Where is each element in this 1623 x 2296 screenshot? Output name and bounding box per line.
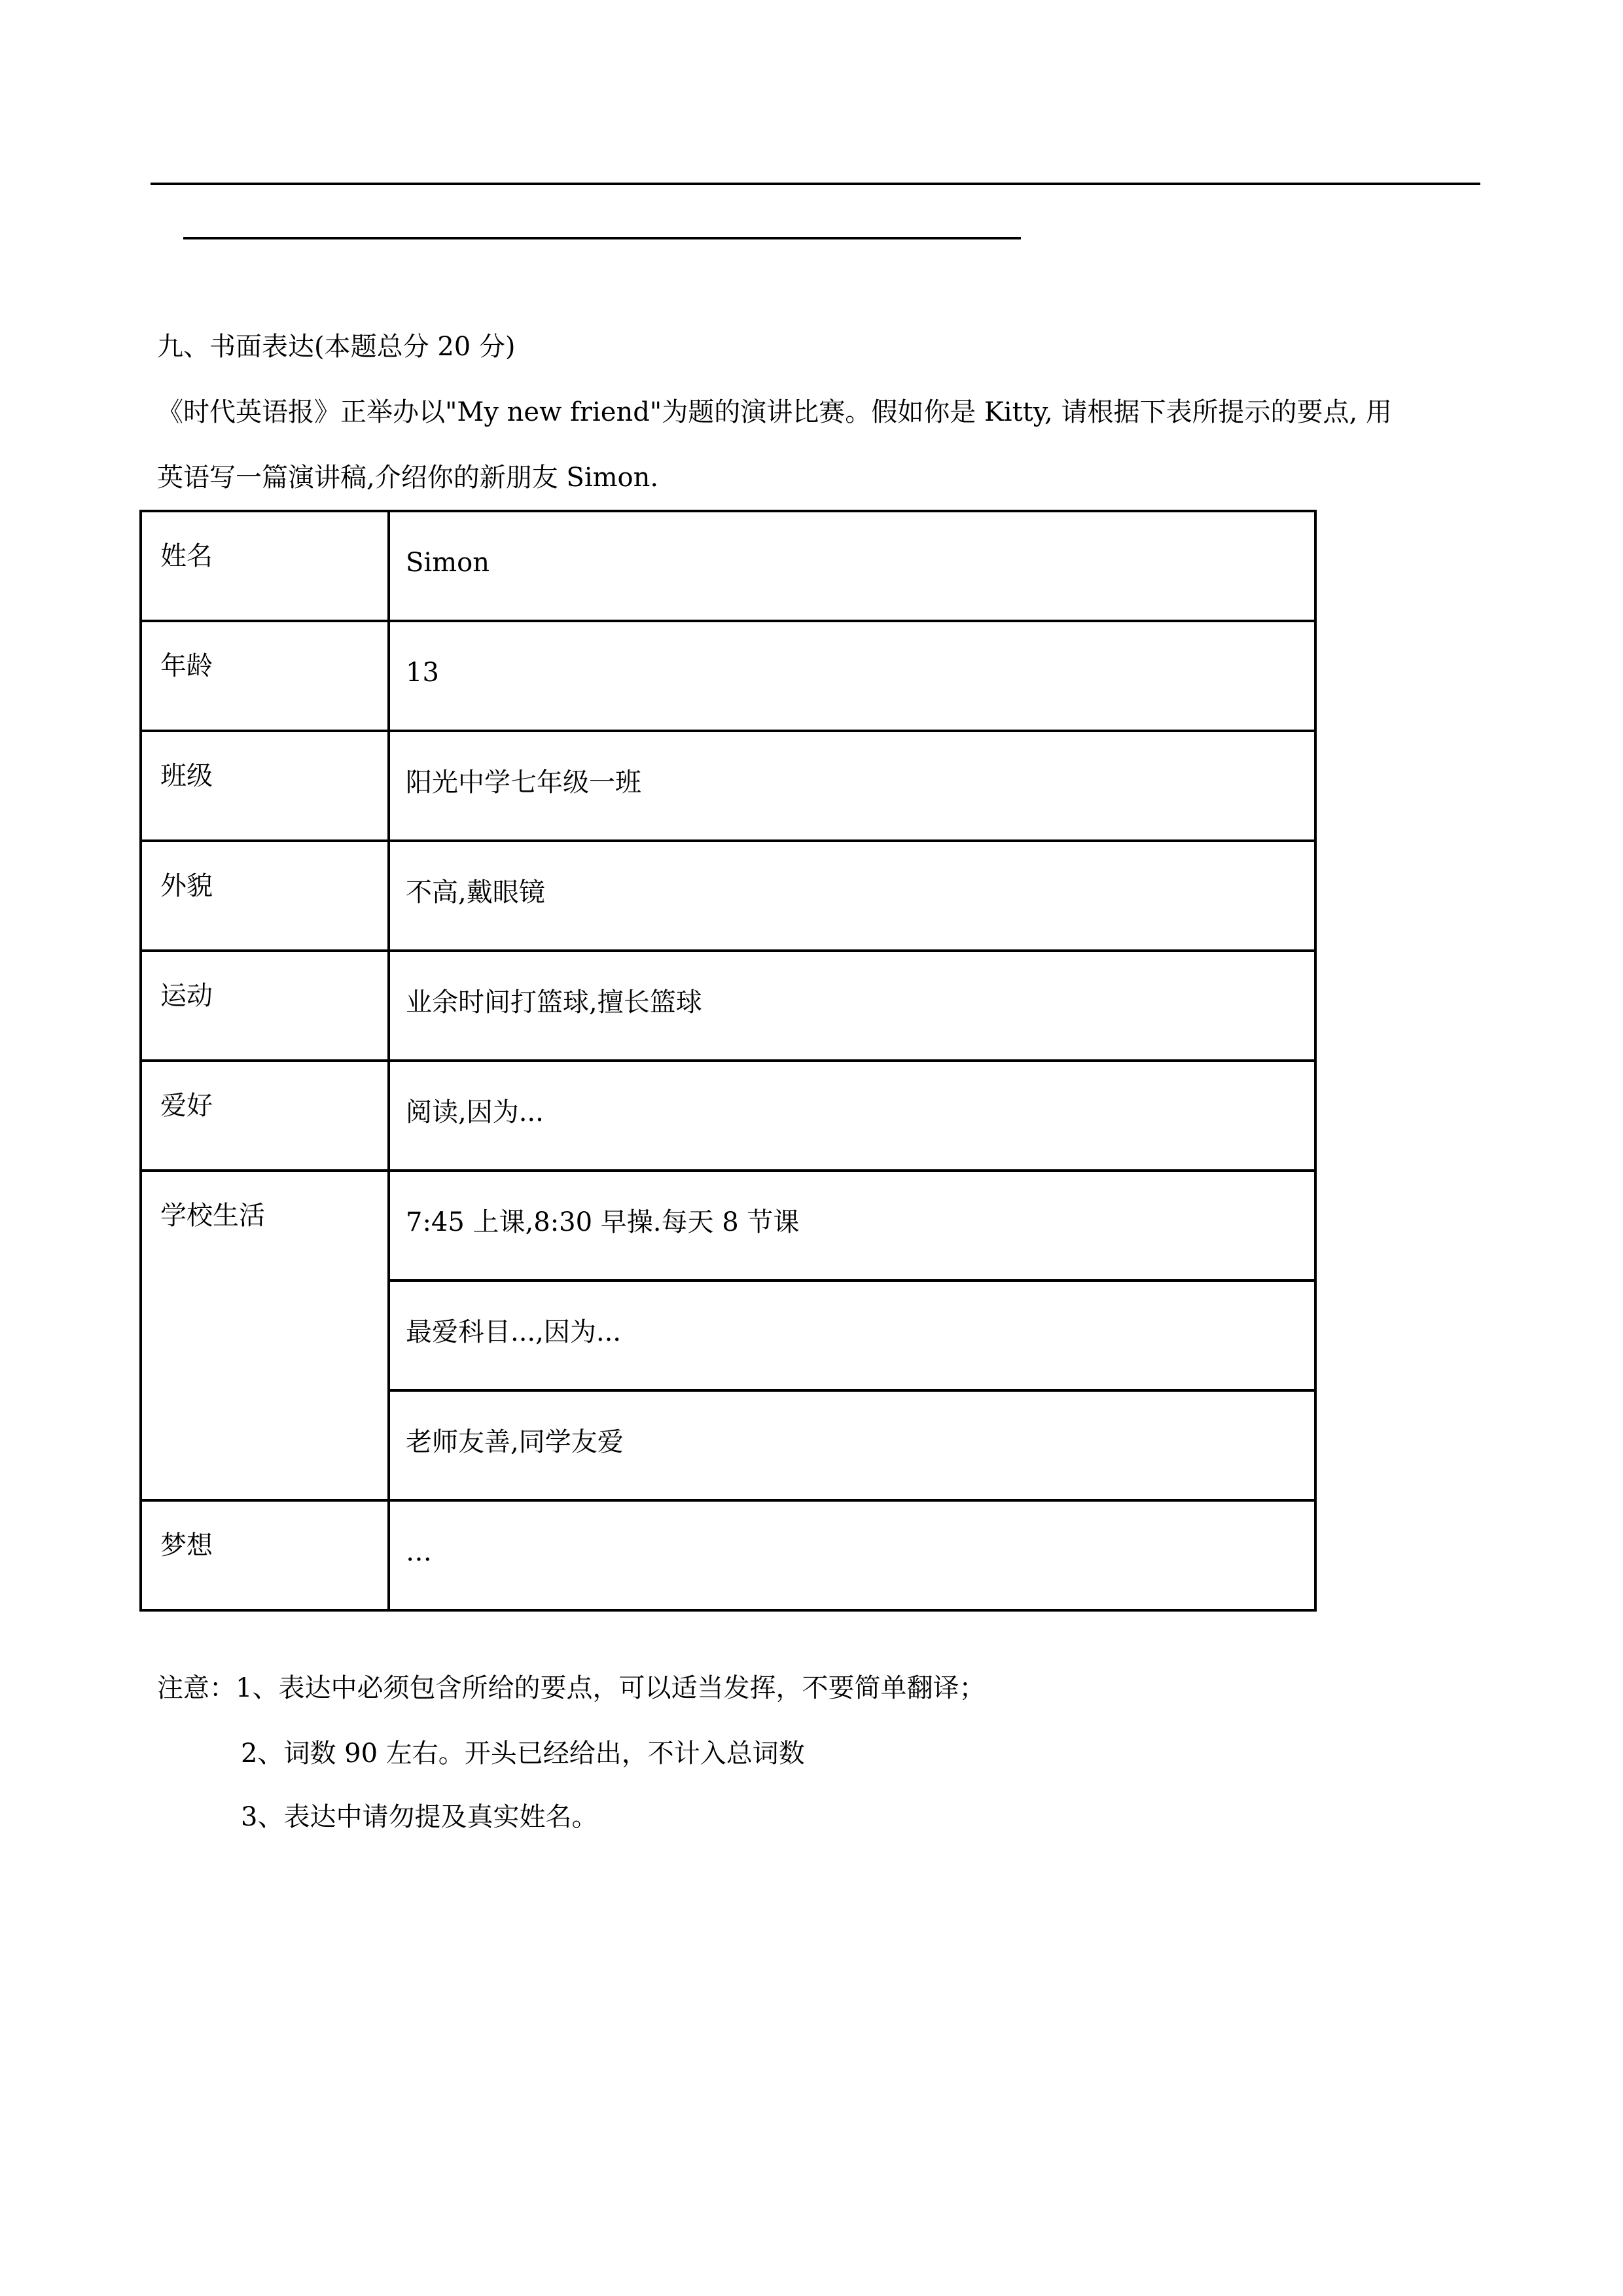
info-table: [139, 510, 1317, 1612]
school-life-item-subject: 最爱科目...,因为...: [389, 1280, 1315, 1390]
note-line-2: 2、词数 90 左右。开头已经给出，不计入总词数: [241, 1739, 805, 1769]
school-life-item-people: 老师友善,同学友爱: [389, 1390, 1315, 1500]
row-value-name: Simon: [389, 511, 1315, 621]
row-value-class: 阳光中学七年级一班: [389, 731, 1315, 841]
table-row: [141, 731, 1315, 841]
answer-line-full: [151, 183, 1480, 185]
row-label-appearance: 外貌: [141, 841, 389, 951]
table-row: [141, 621, 1315, 731]
school-life-item-schedule: 7:45 上课,8:30 早操.每天 8 节课: [389, 1171, 1315, 1280]
prompt-line-1: 《时代英语报》正举办以"My new friend"为题的演讲比赛。假如你是 Kitty, 请根据下表所提示的要点, 用: [157, 397, 1392, 427]
table-row: [141, 841, 1315, 951]
row-value-sports: 业余时间打篮球,擅长篮球: [389, 951, 1315, 1061]
row-value-hobby: 阅读,因为...: [389, 1061, 1315, 1171]
row-label-hobby: 爱好: [141, 1061, 389, 1171]
row-label-school-life: 学校生活: [141, 1171, 389, 1500]
table-row: [141, 1061, 1315, 1171]
note-line-1: 注意：1、表达中必须包含所给的要点，可以适当发挥，不要简单翻译；: [157, 1673, 986, 1703]
row-label-class: 班级: [141, 731, 389, 841]
row-value-age: 13: [389, 621, 1315, 731]
answer-line-short: [183, 237, 1021, 239]
row-value-dream: …: [389, 1500, 1315, 1610]
row-label-age: 年龄: [141, 621, 389, 731]
row-label-name: 姓名: [141, 511, 389, 621]
table-row: [141, 951, 1315, 1061]
table-row: [141, 1500, 1315, 1610]
table-row: [141, 1171, 1315, 1280]
note-line-3: 3、表达中请勿提及真实姓名。: [241, 1802, 598, 1832]
prompt-line-2: 英语写一篇演讲稿,介绍你的新朋友 Simon.: [157, 463, 659, 493]
section-title: 九、书面表达(本题总分 20 分): [157, 332, 516, 362]
row-label-dream: 梦想: [141, 1500, 389, 1610]
row-label-sports: 运动: [141, 951, 389, 1061]
row-value-appearance: 不高,戴眼镜: [389, 841, 1315, 951]
table-row: [141, 511, 1315, 621]
